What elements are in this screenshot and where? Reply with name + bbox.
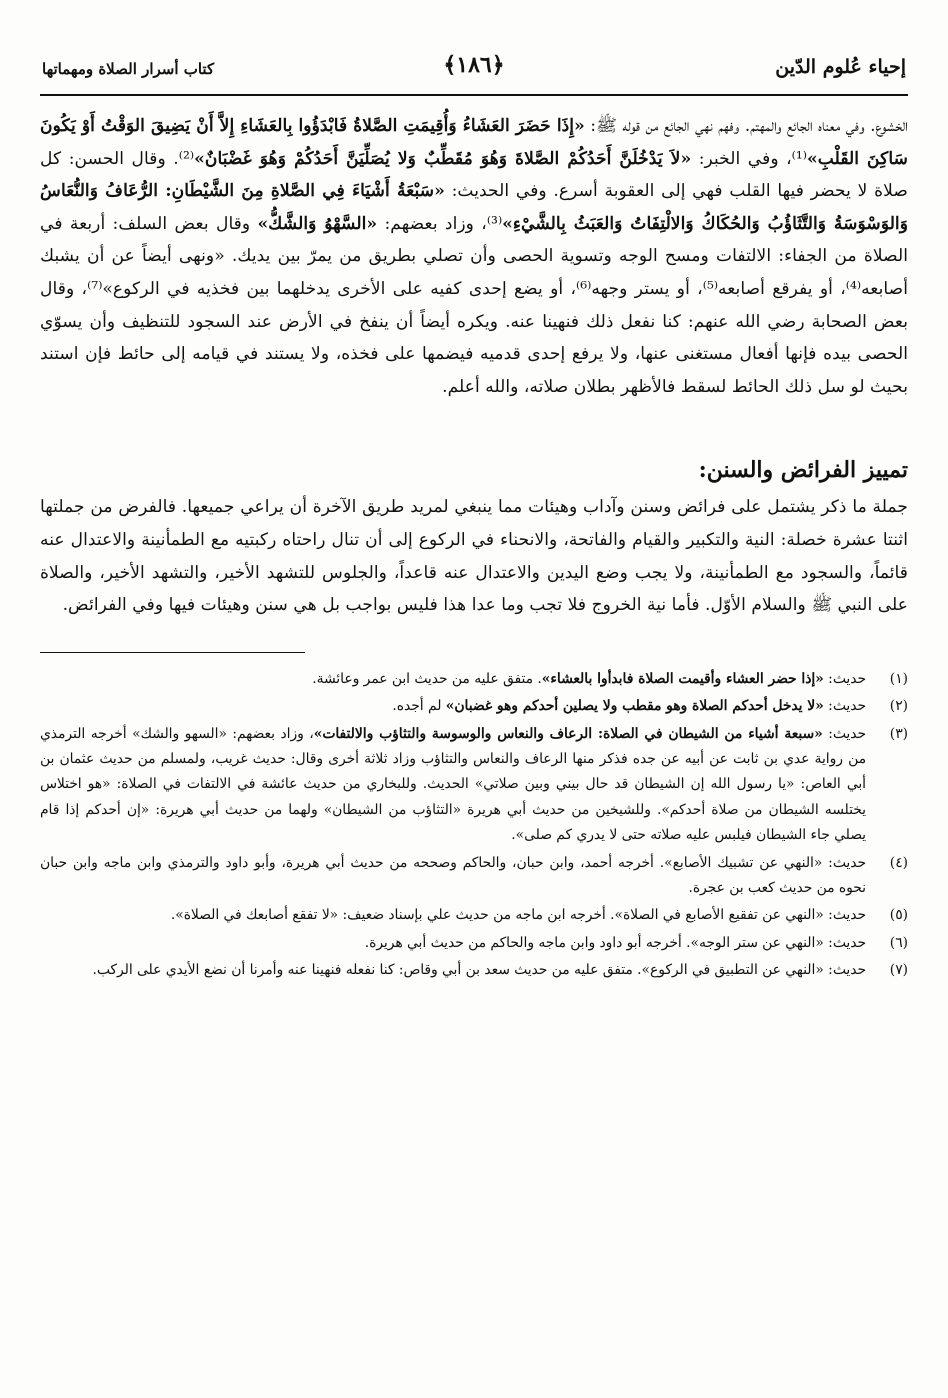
footnote-text: حديث: «لا يدخل أحدكم الصلاة وهو مقطب ولا يصلين أحدكم وهو غضبان» لم أجده. [392, 698, 866, 715]
footnotes [40, 667, 908, 984]
chapter-title: كتاب أسرار الصلاة ومهماتها [42, 60, 215, 78]
footnote-item [40, 722, 908, 849]
footnote-text: حديث: «النهي عن تفقيع الأصابع في الصلاة». أخرجه ابن ماجه من حديث علي بإسناد ضعيف: «لا تفقع أصابعك في الصلاة». [170, 907, 866, 924]
footnote-separator-wrap [40, 622, 908, 653]
footnote-item [40, 667, 908, 692]
footnote-text: حديث: «النهي عن ستر الوجه». أخرجه أبو داود وابن ماجه والحاكم من حديث أبي هريرة. [364, 934, 866, 951]
text-segment: وقال بعض السلف: أربعة في الصلاة من الجفاء: الالتفات ومسح الوجه وتسوية الحصى وأن تصلي بطريق من يمرّ بين يديك. «ونهى أيضاً عن أن يشبك أصابعه⁽⁴⁾، أو يفرقع أصابعه⁽⁵⁾، أو يستر وجهه⁽⁶⁾، أو يضع إحدى كفيه على الأخرى يدخلهما بين فخذيه في الركوع»⁽⁷⁾، وقال بعض الصحابة رضي الله عنهم: كنا نفعل ذلك فنهينا عنه. ويكره أيضاً أن ينفخ في الأرض عند السجود للتنظيف وأن يسوّي الحصى بيده فإنها أفعال مستغنى عنها، ولا يرفع إحدى قدميه فيضمها على فخذه، ولا يستند في قيامه إلى حائط فإن استند بحيث لو سل ذلك الحائط لسقط فالأظهر بطلان صلاته، والله أعلم. [40, 213, 908, 397]
footnote-number: (٧) [889, 962, 908, 979]
book-page [40, 52, 908, 986]
footnote-item [40, 931, 908, 956]
text-segment: الخشوع. وفي معناه الجائع والمهتم. وفهم نهي الجائع من قوله ﷺ: [584, 116, 909, 136]
page-header [40, 52, 908, 96]
footnote-item [40, 694, 908, 719]
book-title: إحياء عُلوم الدّين [775, 56, 906, 78]
text-segment: ⁽¹⁾، وفي الخبر: [691, 148, 808, 169]
hadith-quote: «سَبْعَةُ أَشْيَاءَ فِي الصَّلاةِ مِنَ الشَّيْطَانِ: الرُّعَافُ وَالنُّعَاسُ وَالوَسْوَسَةُ وَالتَّثَاؤُبُ وَالحُكَاكُ وَالالْتِفَاتُ وَالعَبَثُ بِالشَّيْءِ» [40, 181, 909, 234]
hadith-quote: «السَّهْوُ وَالشَّكُّ» [257, 213, 378, 234]
footnote-text: حديث: «سبعة أشياء من الشيطان في الصلاة: الرعاف والنعاس والوسوسة والتثاؤب والالتفات»، وزاد بعضهم: «السهو والشك» أخرجه الترمذي من رواية عدي بن ثابت عن أبيه عن جده فذكر منها الرعاف والنعاس والتثاؤب وزاد ثلاثة أخرى وقال: حديث غريب، ولمسلم من حديث عثمان بن أبي العاص: «يا رسول الله إن الشيطان قد حال بيني وبين صلاتي» الحديث. وللبخاري من حديث عائشة في الالتفات في الصلاة: «هو اختلاس يختلسه الشيطان من صلاة أحدكم». وللشيخين من حديث أبي هريرة «التثاؤب من الشيطان» ولهما من حديث أبي هريرة: «إن أحدكم إذا قام يصلي جاء الشيطان فيلبس عليه صلاته حتى لا يدري كم صلى». [40, 725, 867, 844]
footnote-text: حديث: «إذا حضر العشاء وأقيمت الصلاة فابدأوا بالعشاء». متفق عليه من حديث ابن عمر وعائشة. [312, 670, 866, 687]
text-segment: ⁽²⁾. وقال الحسن: كل صلاة لا يحضر فيها القلب فهي إلى العقوبة أسرع. وفي الحديث: [40, 148, 909, 202]
footnote-text: حديث: «النهي عن التطبيق في الركوع». متفق عليه من حديث سعد بن أبي وقاص: كنا نفعله فنهينا عنه وأمرنا أن نضع الأيدي على الركب. [92, 962, 866, 979]
footnote-number: (٥) [889, 907, 908, 924]
footnote-number: (٤) [889, 854, 908, 871]
footnote-number: (١) [889, 670, 908, 687]
footnote-number: (٦) [889, 934, 908, 951]
footnote-number: (٢) [889, 698, 908, 715]
footnote-item [40, 903, 908, 928]
footnote-item [40, 851, 908, 902]
section-heading: تمييز الفرائض والسنن: [698, 457, 908, 484]
main-text [40, 110, 908, 622]
footnote-separator [40, 652, 305, 653]
section-paragraph: جملة ما ذكر يشتمل على فرائض وسنن وآداب وهيئات مما ينبغي لمريد طريق الآخرة أن يراعي جميعها. فالفرض من جملتها اثنتا عشرة خصلة: النية والتكبير والقيام والفاتحة، والانحناء في الركوع إلى أن تنال راحتاه ركبتيه مع الطمأنينة والاعتدال عنه قائماً، والسجود مع الطمأنينة، ولا يجب وضع اليدين والاعتدال عنه قاعداً، والجلوس للتشهد الأخير، والتشهد الأخير، والصلاة على النبي ﷺ والسلام الأوّل. فأما نية الخروج فلا تجب وما عدا هذا فليس بواجب بل هي سنن وهيئات فيها وفي الفرائض. [40, 497, 908, 616]
footnote-item [40, 958, 908, 983]
page-number: ﴿١٨٦﴾ [443, 52, 505, 78]
hadith-quote: «إِذَا حَضَرَ العَشَاءُ وَأُقِيمَتِ الصَّلاةُ فَابْدَؤُوا بِالعَشَاءِ إِلاَّ أَنْ يَضِيقَ الوَقْتُ أَوْ يَكُونَ سَاكِنَ القَلْبِ» [40, 116, 908, 169]
body-paragraph [40, 110, 908, 403]
text-segment: ⁽³⁾، وزاد بعضهم: [377, 213, 503, 234]
footnote-text: حديث: «النهي عن تشبيك الأصابع». أخرجه أحمد، وابن حبان، والحاكم وصححه من حديث أبي هريرة، وأبو داود والترمذي وابن ماجه وابن حبان نحوه من حديث كعب بن عجرة. [40, 854, 866, 896]
footnote-number: (٣) [889, 725, 908, 742]
hadith-quote: «لاَ يَدْخُلَنَّ أَحَدُكُمْ الصَّلاةَ وَهُوَ مُقَطِّبٌ وَلا يُصَلِّيَنَّ أَحَدُكُمْ وَهُوَ غَضْبَانٌ» [194, 148, 692, 169]
